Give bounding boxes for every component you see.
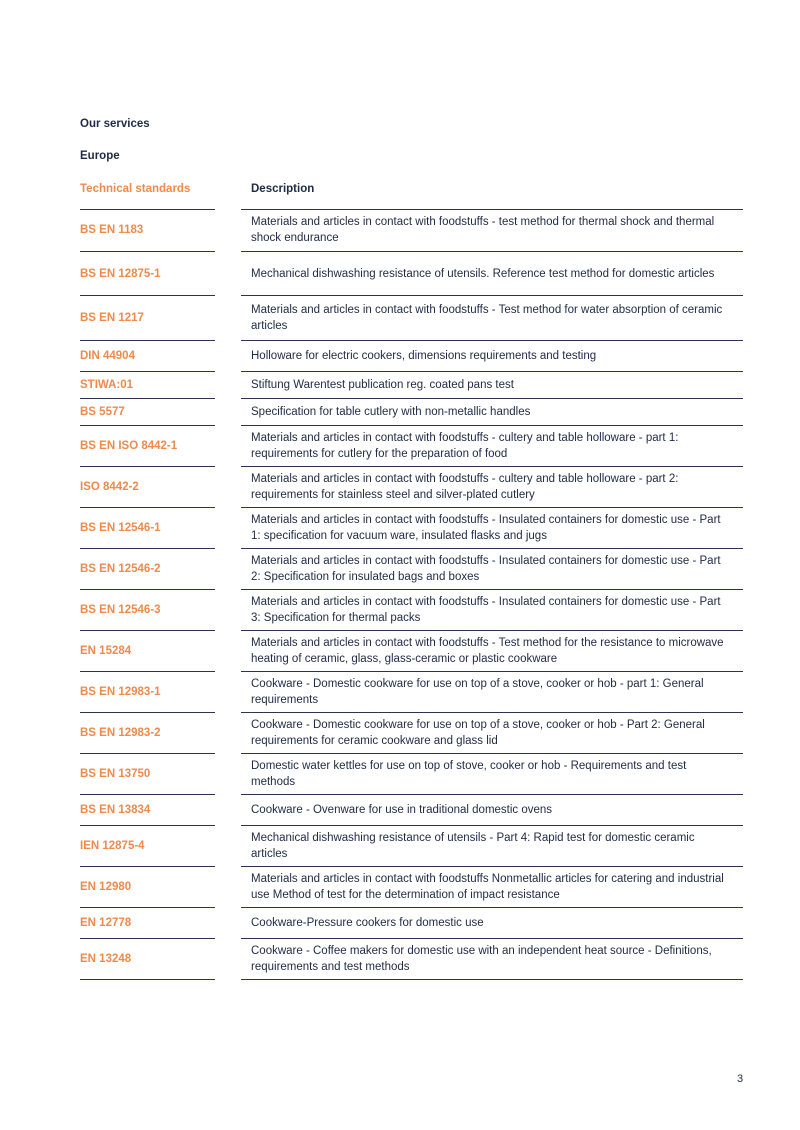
standard-description: Cookware-Pressure cookers for domestic use <box>241 908 743 939</box>
standard-code: EN 15284 <box>80 631 215 672</box>
standard-code: STIWA:01 <box>80 372 215 399</box>
standard-code: BS EN ISO 8442-1 <box>80 426 215 467</box>
region-title: Europe <box>80 150 120 162</box>
table-row <box>0 754 800 795</box>
standard-code: BS EN 12546-3 <box>80 590 215 631</box>
table-row <box>0 549 800 590</box>
standard-description: Cookware - Domestic cookware for use on top of a stove, cooker or hob - part 1: General requirements <box>241 672 743 713</box>
standard-description: Materials and articles in contact with foodstuffs Nonmetallic articles for catering and industrial use Method of test for the determination of impact resistance <box>241 867 743 908</box>
standard-description: Materials and articles in contact with foodstuffs - Insulated containers for domestic use - Part 1: specification for vacuum ware, insulated flasks and jugs <box>241 508 743 549</box>
table-row <box>0 867 800 908</box>
standard-code: BS EN 1183 <box>80 209 215 252</box>
standard-code: BS EN 12546-1 <box>80 508 215 549</box>
standard-description: Holloware for electric cookers, dimensions requirements and testing <box>241 341 743 372</box>
table-row <box>0 508 800 549</box>
table-row <box>0 631 800 672</box>
table-row <box>0 341 800 372</box>
standard-description: Mechanical dishwashing resistance of utensils. Reference test method for domestic articles <box>241 252 743 296</box>
standard-description: Materials and articles in contact with foodstuffs - Test method for water absorption of ceramic articles <box>241 296 743 341</box>
standard-code: EN 12778 <box>80 908 215 939</box>
standard-code: BS EN 12875-1 <box>80 252 215 296</box>
standard-description: Materials and articles in contact with foodstuffs - cultery and table holloware - part 2: requirements for stainless steel and silver-plated cutlery <box>241 467 743 508</box>
standard-code: ISO 8442-2 <box>80 467 215 508</box>
standard-code: BS EN 1217 <box>80 296 215 341</box>
standard-description: Materials and articles in contact with foodstuffs - Insulated containers for domestic use - Part 2: Specification for insulated bags and boxes <box>241 549 743 590</box>
standard-code: BS EN 13834 <box>80 795 215 826</box>
standard-code: BS 5577 <box>80 399 215 426</box>
standard-description: Materials and articles in contact with foodstuffs - Insulated containers for domestic use - Part 3: Specification for thermal packs <box>241 590 743 631</box>
standard-code: IEN 12875-4 <box>80 826 215 867</box>
table-row <box>0 467 800 508</box>
table-row <box>0 426 800 467</box>
standard-code: EN 13248 <box>80 939 215 980</box>
standard-code: BS EN 12546-2 <box>80 549 215 590</box>
standard-description: Specification for table cutlery with non-metallic handles <box>241 399 743 426</box>
table-row <box>0 209 800 252</box>
standard-code: DIN 44904 <box>80 341 215 372</box>
page-number: 3 <box>737 1073 744 1085</box>
standard-description: Mechanical dishwashing resistance of utensils - Part 4: Rapid test for domestic ceramic articles <box>241 826 743 867</box>
table-row <box>0 590 800 631</box>
table-row <box>0 296 800 341</box>
standard-code: BS EN 12983-1 <box>80 672 215 713</box>
standard-code: EN 12980 <box>80 867 215 908</box>
table-row <box>0 372 800 399</box>
table-row <box>0 713 800 754</box>
table-row <box>0 672 800 713</box>
table-row <box>0 795 800 826</box>
standard-description: Stiftung Warentest publication reg. coated pans test <box>241 372 743 399</box>
column-header-standards: Technical standards <box>80 183 191 195</box>
standard-description: Materials and articles in contact with foodstuffs - cultery and table holloware - part 1: requirements for cutlery for the preparation of food <box>241 426 743 467</box>
table-row <box>0 252 800 296</box>
column-header-description: Description <box>251 183 315 195</box>
standard-description: Materials and articles in contact with foodstuffs - Test method for the resistance to microwave heating of ceramic, glass, glass-ceramic or plastic cookware <box>241 631 743 672</box>
table-row <box>0 939 800 980</box>
table-row <box>0 826 800 867</box>
table-row <box>0 908 800 939</box>
standard-description: Domestic water kettles for use on top of stove, cooker or hob - Requirements and test methods <box>241 754 743 795</box>
standard-code: BS EN 13750 <box>80 754 215 795</box>
standard-description: Cookware - Ovenware for use in traditional domestic ovens <box>241 795 743 826</box>
standard-description: Cookware - Coffee makers for domestic use with an independent heat source - Definitions, requirements and test methods <box>241 939 743 980</box>
standards-table <box>0 209 800 980</box>
standard-description: Cookware - Domestic cookware for use on top of a stove, cooker or hob - Part 2: General requirements for ceramic cookware and glass lid <box>241 713 743 754</box>
section-title: Our services <box>80 118 150 130</box>
standard-description: Materials and articles in contact with foodstuffs - test method for thermal shock and thermal shock endurance <box>241 209 743 252</box>
table-row <box>0 399 800 426</box>
standard-code: BS EN 12983-2 <box>80 713 215 754</box>
